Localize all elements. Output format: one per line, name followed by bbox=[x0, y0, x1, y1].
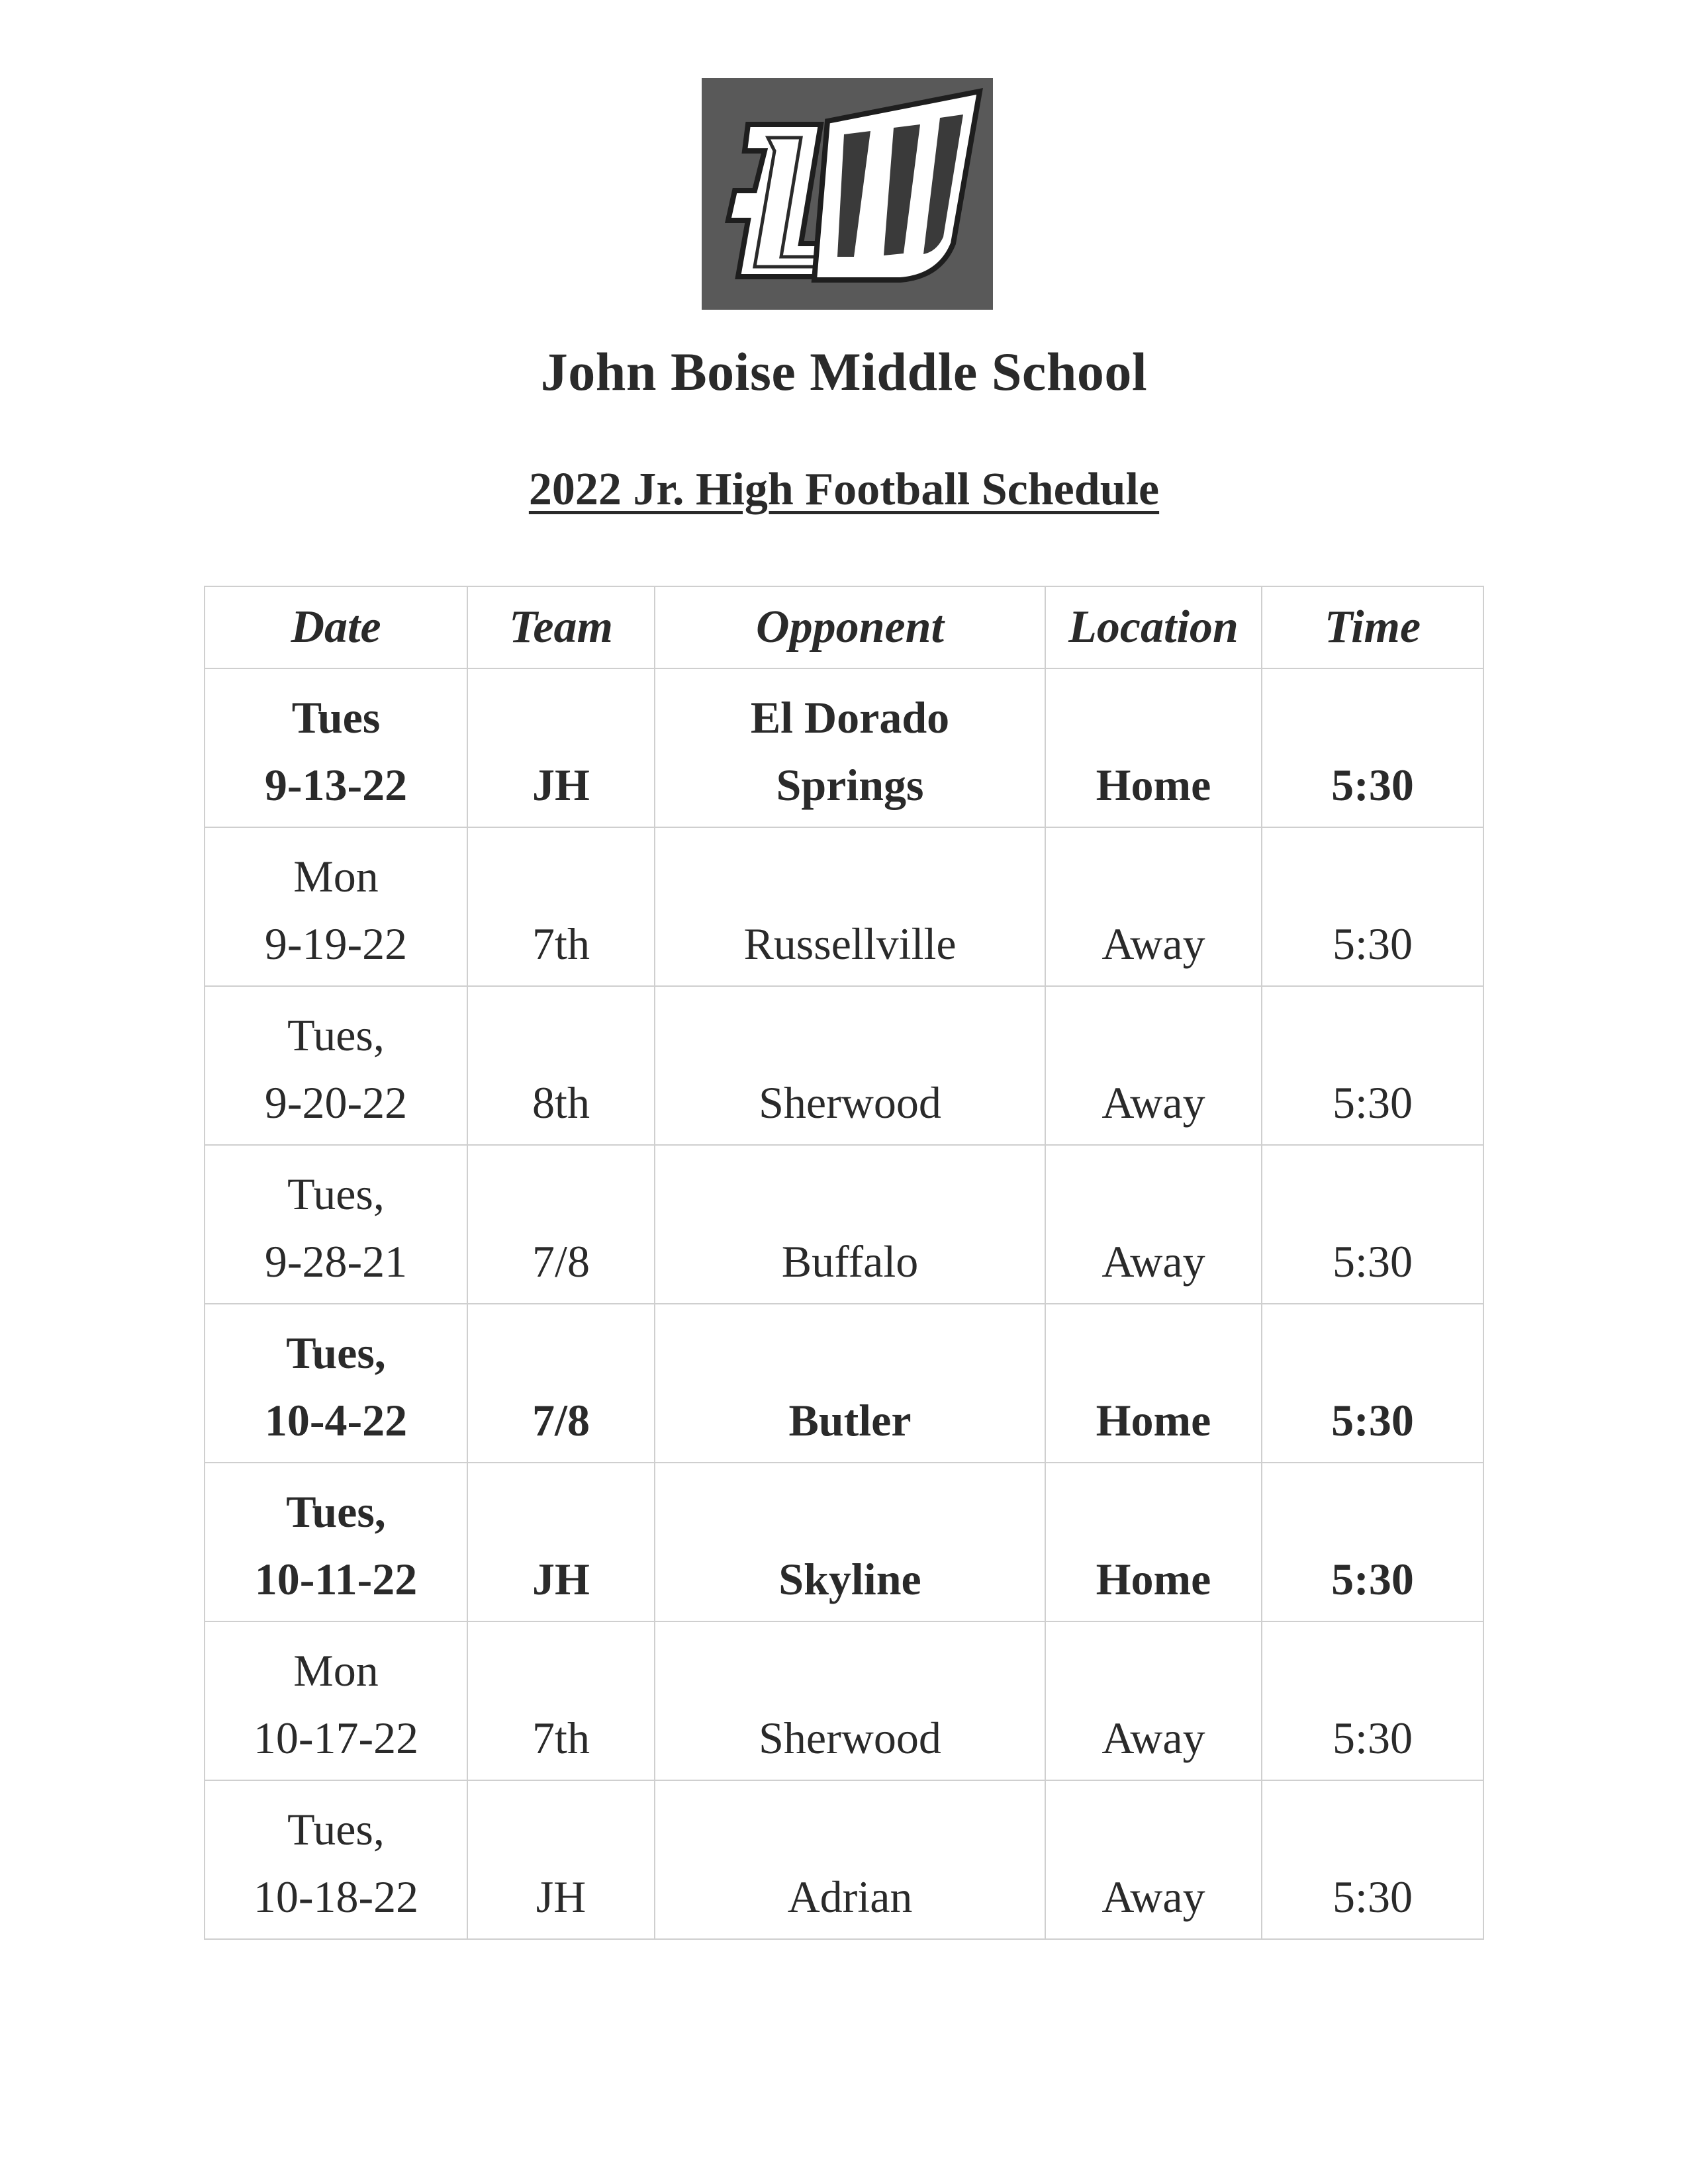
school-name: John Boise Middle School bbox=[540, 341, 1148, 402]
location-cell: Home bbox=[1045, 668, 1262, 827]
header-time: Time bbox=[1262, 586, 1483, 668]
date-text: 10-11-22 bbox=[254, 1554, 418, 1604]
team-cell: JH bbox=[467, 1463, 655, 1621]
date-text: 9-20-22 bbox=[264, 1077, 408, 1128]
day-text: Tues bbox=[291, 692, 381, 743]
opponent-text: El Dorado bbox=[750, 692, 950, 743]
table-header-row bbox=[205, 586, 1483, 668]
table-row bbox=[205, 1145, 1483, 1304]
day-text: Tues, bbox=[286, 1328, 386, 1378]
table-row bbox=[205, 1304, 1483, 1463]
opponent-cell: Sherwood bbox=[655, 1621, 1045, 1780]
time-cell: 5:30 bbox=[1262, 1780, 1483, 1939]
location-cell: Away bbox=[1045, 986, 1262, 1145]
location-cell: Home bbox=[1045, 1304, 1262, 1463]
date-text: 10-4-22 bbox=[264, 1395, 408, 1445]
date-text: 9-28-21 bbox=[264, 1236, 408, 1287]
location-cell: Home bbox=[1045, 1463, 1262, 1621]
table-row bbox=[205, 1621, 1483, 1780]
date-text: 10-17-22 bbox=[253, 1713, 419, 1763]
date-text: 9-19-22 bbox=[264, 919, 408, 969]
table-row bbox=[205, 827, 1483, 986]
opponent-cell: Buffalo bbox=[655, 1145, 1045, 1304]
header-opponent: Opponent bbox=[655, 586, 1045, 668]
opponent-cell: Russellville bbox=[655, 827, 1045, 986]
team-cell: 7/8 bbox=[467, 1304, 655, 1463]
opponent-cell: Butler bbox=[655, 1304, 1045, 1463]
team-cell: 7/8 bbox=[467, 1145, 655, 1304]
table-row bbox=[205, 1463, 1483, 1621]
time-cell: 5:30 bbox=[1262, 1621, 1483, 1780]
location-cell: Away bbox=[1045, 1621, 1262, 1780]
team-cell: JH bbox=[467, 1780, 655, 1939]
date-cell bbox=[205, 986, 467, 1145]
table-row bbox=[205, 668, 1483, 827]
date-cell bbox=[205, 1463, 467, 1621]
time-cell: 5:30 bbox=[1262, 1304, 1483, 1463]
table-row bbox=[205, 1780, 1483, 1939]
header-team: Team bbox=[467, 586, 655, 668]
day-text: Mon bbox=[293, 1645, 379, 1696]
date-cell bbox=[205, 1780, 467, 1939]
day-text: Tues, bbox=[286, 1486, 386, 1537]
time-cell: 5:30 bbox=[1262, 827, 1483, 986]
opponent-cell: Adrian bbox=[655, 1780, 1045, 1939]
date-cell bbox=[205, 1621, 467, 1780]
team-cell: 7th bbox=[467, 1621, 655, 1780]
day-text: Tues, bbox=[287, 1010, 385, 1060]
date-text: 9-13-22 bbox=[264, 760, 408, 810]
team-cell: 7th bbox=[467, 827, 655, 986]
schedule-table bbox=[204, 586, 1484, 1940]
location-cell: Away bbox=[1045, 827, 1262, 986]
date-cell bbox=[205, 1304, 467, 1463]
time-cell: 5:30 bbox=[1262, 668, 1483, 827]
lw-logo-icon bbox=[702, 78, 993, 310]
day-text: Tues, bbox=[287, 1169, 385, 1219]
schedule-title: 2022 Jr. High Football Schedule bbox=[528, 464, 1160, 515]
opponent-cell bbox=[655, 668, 1045, 827]
team-cell: 8th bbox=[467, 986, 655, 1145]
date-text: 10-18-22 bbox=[253, 1872, 419, 1922]
table-row bbox=[205, 986, 1483, 1145]
opponent-cell: Sherwood bbox=[655, 986, 1045, 1145]
opponent-text: Springs bbox=[776, 760, 924, 810]
day-text: Tues, bbox=[287, 1804, 385, 1854]
date-cell bbox=[205, 668, 467, 827]
location-cell: Away bbox=[1045, 1145, 1262, 1304]
date-cell bbox=[205, 1145, 467, 1304]
school-logo bbox=[702, 78, 993, 310]
opponent-cell: Skyline bbox=[655, 1463, 1045, 1621]
header-date: Date bbox=[205, 586, 467, 668]
team-cell: JH bbox=[467, 668, 655, 827]
date-cell bbox=[205, 827, 467, 986]
time-cell: 5:30 bbox=[1262, 1145, 1483, 1304]
day-text: Mon bbox=[293, 851, 379, 901]
header-location: Location bbox=[1045, 586, 1262, 668]
time-cell: 5:30 bbox=[1262, 986, 1483, 1145]
location-cell: Away bbox=[1045, 1780, 1262, 1939]
time-cell: 5:30 bbox=[1262, 1463, 1483, 1621]
